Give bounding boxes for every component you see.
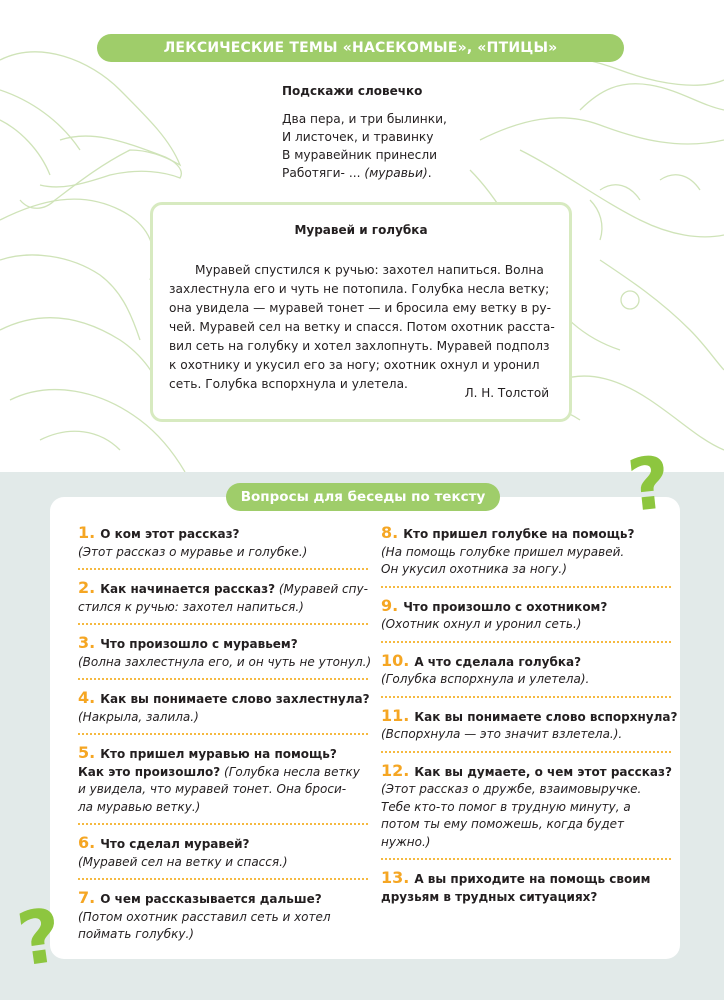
questions-column-left	[78, 523, 372, 944]
answer-text: потом ты ему поможешь, когда будет	[381, 817, 625, 831]
question-number: 1.	[78, 523, 96, 542]
dove-body-line	[40, 136, 181, 187]
question-item	[78, 744, 368, 816]
story-title: Муравей и голубка	[294, 223, 428, 237]
answer-text: (Этот рассказ о муравье и голубке.)	[78, 544, 308, 559]
dotted-divider	[78, 568, 368, 570]
story-line: вил сеть на голубку и хотел захлопнуть. Муравей подполз	[169, 339, 550, 353]
question-line	[381, 781, 671, 799]
question-number: 7.	[78, 888, 96, 907]
poem-line: И листочек, и травинку	[282, 130, 434, 144]
question-number: 13.	[381, 868, 410, 887]
poem-title: Подскажи словечко	[282, 84, 423, 98]
answer-text: (Охотник охнул и уронил сеть.)	[381, 617, 582, 631]
story-line: она увидела — муравей тонет — и бросила ему ветку в ру-	[169, 301, 552, 315]
question-number: 2.	[78, 578, 96, 597]
question-text: О чем рассказывается дальше?	[100, 892, 322, 906]
question-line	[78, 909, 368, 927]
illustration-area	[0, 0, 724, 472]
answer-text: (Этот рассказ о дружбе, взаимовыручке.	[381, 782, 642, 796]
question-number: 8.	[381, 523, 399, 542]
question-line	[78, 744, 368, 764]
answer-text: (Муравей спу-	[275, 582, 368, 596]
story-line: чей. Муравей сел на ветку и спасся. Потом охотник расста-	[169, 320, 555, 334]
dotted-divider	[381, 751, 671, 753]
question-number: 5.	[78, 743, 96, 762]
dotted-divider	[78, 733, 368, 735]
question-text: Как вы понимаете слово вспорхнула?	[414, 709, 678, 724]
dotted-divider	[381, 696, 671, 698]
story-text	[169, 261, 555, 394]
question-line	[381, 616, 671, 634]
question-line	[78, 834, 368, 854]
poem-line	[282, 164, 542, 182]
question-line	[381, 705, 678, 727]
story-author: Л. Н. Толстой	[464, 386, 549, 400]
question-line	[381, 544, 671, 562]
question-line	[381, 889, 671, 907]
question-text: друзьям в трудных ситуациях?	[381, 889, 598, 904]
question-number: 12.	[381, 760, 410, 780]
questions-column-right	[381, 523, 678, 906]
question-text: Как начинается рассказ?	[100, 582, 276, 596]
question-line	[381, 561, 671, 579]
question-line	[381, 834, 671, 852]
question-line	[78, 781, 368, 799]
question-mark-icon: ?	[623, 440, 675, 528]
question-line	[381, 869, 671, 889]
poem-answer: (муравьи)	[364, 166, 428, 180]
answer-text: (Волна захлестнула его, и он чуть не утонул.)	[78, 654, 372, 669]
question-text: О ком этот рассказ?	[100, 527, 240, 541]
answer-text: (Муравей сел на ветку и спасся.)	[78, 854, 288, 869]
poem-line: В муравейник принесли	[282, 148, 438, 162]
question-text: Кто пришел голубке на помощь?	[403, 527, 635, 541]
question-line	[381, 671, 671, 689]
answer-text: (Голубка несла ветку	[220, 764, 360, 779]
question-line	[381, 816, 671, 834]
question-line	[78, 709, 368, 727]
dotted-divider	[381, 858, 671, 860]
dotted-divider	[78, 678, 368, 680]
question-line	[381, 726, 671, 744]
question-number: 11.	[381, 705, 410, 725]
question-text: А что сделала голубка?	[414, 654, 582, 669]
poem-line: Два пера, и три былинки,	[282, 112, 447, 126]
answer-text: и увидела, что муравей тонет. Она броси-	[78, 782, 347, 796]
question-item	[381, 597, 671, 634]
question-line	[78, 634, 368, 654]
story-line: к охотнику и укусил его за ногу; охотник охнул и уронил	[169, 358, 540, 372]
question-item	[78, 689, 368, 726]
answer-text: (Голубка вспорхнула и улетела).	[381, 672, 590, 686]
dotted-divider	[78, 623, 368, 625]
story-line: сеть. Голубка вспорхнула и улетела.	[169, 377, 408, 391]
questions-header: Вопросы для беседы по тексту	[226, 483, 500, 511]
question-item	[78, 524, 368, 561]
story-line: Муравей спустился к ручью: захотел напиться. Волна	[195, 263, 544, 277]
question-line	[381, 597, 671, 617]
question-line	[78, 579, 368, 599]
question-line	[78, 799, 368, 817]
answer-text: (Потом охотник расставил сеть и хотел	[78, 909, 331, 924]
question-text: Как вы думаете, о чем этот рассказ?	[414, 764, 672, 779]
question-number: 6.	[78, 833, 96, 852]
poem-line-text: Работяги- ...	[282, 166, 365, 180]
question-line	[78, 854, 368, 872]
answer-text: Тебе кто-то помог в трудную минуту, а	[381, 799, 631, 814]
answer-text: (Накрыла, залила.)	[78, 709, 199, 724]
story-card	[150, 202, 572, 422]
question-line	[78, 764, 368, 782]
question-number: 4.	[78, 688, 96, 707]
question-text: Что сделал муравей?	[100, 837, 250, 851]
page-title: ЛЕКСИЧЕСКИЕ ТЕМЫ «НАСЕКОМЫЕ», «ПТИЦЫ»	[97, 34, 624, 62]
question-number: 3.	[78, 633, 96, 652]
dotted-divider	[381, 586, 671, 588]
dotted-divider	[78, 823, 368, 825]
question-text: Как это произошло?	[78, 764, 221, 779]
poem-line-end: .	[427, 166, 432, 180]
story-line: захлестнула его и чуть не потопила. Голубка несла ветку;	[169, 282, 550, 296]
question-text: Что произошло с охотником?	[403, 599, 608, 614]
question-line	[381, 799, 671, 817]
question-item	[78, 633, 372, 671]
ant-figure	[621, 291, 639, 309]
question-line	[381, 652, 671, 672]
question-line	[78, 544, 368, 562]
dove-wing-line	[0, 52, 180, 208]
dotted-divider	[78, 878, 368, 880]
question-line	[78, 689, 368, 709]
question-item	[78, 834, 368, 871]
answer-text: поймать голубку.)	[78, 927, 194, 941]
answer-text: нужно.)	[381, 834, 431, 849]
answer-text: (На помощь голубке пришел муравей.	[381, 544, 625, 559]
question-item	[381, 524, 671, 579]
answer-text: стился к ручью: захотел напиться.)	[78, 599, 304, 614]
question-item	[381, 705, 678, 744]
question-text: Как вы понимаете слово захлестнула?	[100, 692, 370, 706]
question-number: 10.	[381, 650, 410, 670]
answer-text: ла муравью ветку.)	[78, 799, 201, 814]
question-text: А вы приходите на помощь своим	[414, 872, 651, 886]
question-mark-icon: ?	[12, 892, 67, 984]
question-item	[78, 579, 368, 616]
question-item	[381, 762, 671, 852]
dotted-divider	[381, 641, 671, 643]
answer-text: Он укусил охотника за ногу.)	[381, 562, 567, 576]
question-line	[381, 524, 671, 544]
question-line	[78, 599, 368, 617]
question-item	[381, 652, 671, 689]
answer-text: (Вспорхнула — это значит взлетела.).	[381, 727, 623, 741]
riddle-poem	[282, 82, 542, 182]
question-number: 9.	[381, 595, 399, 615]
mountain-line	[0, 199, 154, 280]
question-text: Кто пришел муравью на помощь?	[100, 747, 337, 761]
question-line	[381, 762, 671, 782]
question-item	[78, 889, 368, 944]
question-line	[78, 654, 372, 672]
question-line	[78, 524, 368, 544]
question-text: Что произошло с муравьем?	[100, 637, 298, 651]
question-item	[381, 869, 671, 906]
question-line	[78, 889, 368, 909]
question-line	[78, 926, 368, 944]
